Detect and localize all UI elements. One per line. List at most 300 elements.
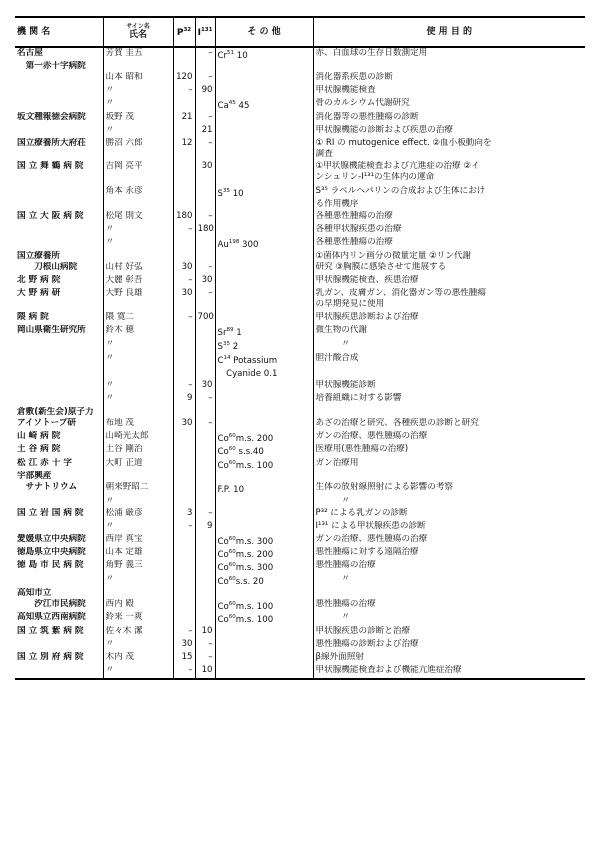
i131-amount-cell <box>195 61 215 72</box>
p32-amount-cell <box>173 431 195 444</box>
p32-amount-cell <box>173 599 195 612</box>
other-isotope-cell <box>215 251 313 262</box>
i131-amount-cell: – <box>195 508 215 521</box>
person-cell: 山本 定雄 <box>103 547 173 560</box>
p32-amount-cell <box>173 98 195 111</box>
purpose-cell: 〃 <box>313 339 585 353</box>
other-isotope-cell <box>215 471 313 482</box>
person-cell <box>103 172 173 186</box>
purpose-cell: 悪性腫瘍に対する遠隔治療 <box>313 547 585 560</box>
other-isotope-cell: Au$^{198}$ 300 <box>215 237 313 251</box>
p32-amount-cell <box>173 125 195 138</box>
other-isotope-cell: Cr$^{51}$ 10 <box>215 47 313 61</box>
header-signature: サイン名 <box>126 23 150 31</box>
other-isotope-cell: Co$^{60}$m.s. 100 <box>215 599 313 612</box>
person-cell: 〃 <box>103 639 173 652</box>
table-row <box>15 138 585 149</box>
p32-amount-cell <box>173 47 195 61</box>
other-isotope-cell: Ca$^{45}$ 45 <box>215 98 313 111</box>
p32-amount-cell <box>173 612 195 625</box>
other-isotope-cell <box>215 652 313 665</box>
purpose-cell: 各種悪性腫瘍の治療 <box>313 211 585 224</box>
institution-cell: 名古屋 <box>17 48 43 58</box>
header-institution: 機 関 名 <box>15 17 103 47</box>
p32-amount-cell <box>173 444 195 457</box>
header-purpose: 使 用 目 的 <box>313 17 585 47</box>
person-cell: 角野 義三 <box>103 560 173 573</box>
institution-cell <box>15 186 103 199</box>
person-cell <box>103 251 173 262</box>
p32-amount-cell <box>173 471 195 482</box>
other-isotope-cell <box>215 393 313 407</box>
purpose-cell: る作用機序 <box>313 199 585 211</box>
person-cell: 西内 殿 <box>103 599 173 612</box>
table-row <box>15 418 585 431</box>
i131-amount-cell <box>195 98 215 111</box>
institution-cell: 大 野 病 研 <box>17 288 61 299</box>
table-row <box>15 237 585 251</box>
purpose-cell: 各種甲状腺疾患の治療 <box>313 224 585 237</box>
i131-amount-cell: – <box>195 288 215 299</box>
person-cell <box>103 407 173 418</box>
other-isotope-cell: Co$^{60}$m.s. 300 <box>215 534 313 547</box>
table-row <box>15 652 585 665</box>
purpose-cell: ガンの治療、悪性腫瘍の治療 <box>313 534 585 547</box>
table-row <box>15 112 585 125</box>
other-isotope-cell <box>215 407 313 418</box>
purpose-cell: 胆汁酸合成 <box>313 353 585 366</box>
other-isotope-cell <box>215 85 313 98</box>
institution-cell <box>15 172 103 186</box>
other-isotope-cell <box>215 211 313 224</box>
i131-amount-cell <box>195 482 215 495</box>
purpose-cell <box>313 366 585 379</box>
purpose-cell: 赤、白血球の生存日数測定用 <box>313 47 585 61</box>
person-cell: 〃 <box>103 496 173 508</box>
person-cell: 角本 永彦 <box>103 186 173 199</box>
other-isotope-cell: $S^{35}$ 10 <box>215 186 313 199</box>
p32-amount-cell: – <box>173 521 195 534</box>
table-row <box>15 547 585 560</box>
person-cell: 木内 茂 <box>103 652 173 665</box>
table-row <box>15 47 585 61</box>
person-cell: 〃 <box>103 85 173 98</box>
purpose-cell: 甲状腺機能検査 <box>313 85 585 98</box>
person-cell: 布地 茂 <box>103 418 173 431</box>
table-row <box>15 224 585 237</box>
i131-amount-cell: 10 <box>195 626 215 639</box>
other-isotope-cell <box>215 61 313 72</box>
p32-amount-cell <box>173 199 195 211</box>
i131-amount-cell: – <box>195 639 215 652</box>
other-isotope-cell <box>215 172 313 186</box>
institution-cell <box>15 380 103 393</box>
purpose-cell <box>313 471 585 482</box>
other-isotope-cell <box>215 262 313 275</box>
i131-amount-cell: 10 <box>195 665 215 679</box>
person-cell: 〃 <box>103 665 173 679</box>
other-isotope-cell <box>215 588 313 599</box>
purpose-cell: 〃 <box>313 574 585 588</box>
institution-cell <box>15 224 103 237</box>
i131-amount-cell <box>195 431 215 444</box>
person-cell: 〃 <box>103 574 173 588</box>
purpose-cell: 乳ガン、皮膚ガン、消化器ガン等の悪性腫瘍 <box>313 288 585 299</box>
i131-amount-cell: 9 <box>195 521 215 534</box>
p32-amount-cell <box>173 172 195 186</box>
i131-amount-cell: 180 <box>195 224 215 237</box>
header-person-label: 氏名 <box>128 30 147 41</box>
person-cell: 松尾 則文 <box>103 211 173 224</box>
institution-cell <box>15 496 103 508</box>
header-p32: $P^{32}$ <box>173 17 195 47</box>
table-row <box>15 199 585 211</box>
purpose-cell: β線外面照射 <box>313 652 585 665</box>
person-cell: 松浦 厳彦 <box>103 508 173 521</box>
institution-cell <box>15 125 103 138</box>
purpose-cell: 甲状腺疾患診断および治療 <box>313 312 585 325</box>
p32-amount-cell: – <box>173 380 195 393</box>
institution-cell <box>15 366 103 379</box>
other-isotope-cell <box>215 496 313 508</box>
purpose-cell: 医療用(悪性腫瘍の治療) <box>313 444 585 457</box>
table-row <box>15 665 585 679</box>
table-row <box>15 393 585 407</box>
institution-cell: 山 崎 病 院 <box>17 430 61 441</box>
person-cell: 隈 寛二 <box>103 312 173 325</box>
purpose-cell: 生体の放射線照射による影響の考察 <box>313 482 585 495</box>
table-row <box>15 626 585 639</box>
i131-amount-cell <box>195 588 215 599</box>
i131-amount-cell: – <box>195 47 215 61</box>
other-isotope-cell <box>215 275 313 288</box>
other-isotope-cell: Co$^{60}$m.s. 200 <box>215 431 313 444</box>
institution-cell <box>15 98 103 111</box>
i131-amount-cell <box>195 251 215 262</box>
i131-amount-cell <box>195 560 215 573</box>
other-isotope-cell <box>215 418 313 431</box>
table-row <box>15 262 585 275</box>
purpose-cell: 〃 <box>313 496 585 508</box>
table-row <box>15 61 585 72</box>
purpose-cell <box>313 588 585 599</box>
p32-amount-cell: 30 <box>173 288 195 299</box>
table-row <box>15 639 585 652</box>
p32-amount-cell <box>173 366 195 379</box>
institution-cell <box>15 299 103 312</box>
p32-amount-cell: 120 <box>173 72 195 85</box>
p32-amount-cell: 21 <box>173 112 195 125</box>
person-cell: 鈴来 一爽 <box>103 612 173 625</box>
person-cell: 山本 昭和 <box>103 72 173 85</box>
other-isotope-cell <box>215 626 313 639</box>
other-isotope-cell: $C^{14}$ Potassium <box>215 353 313 366</box>
table-row <box>15 508 585 521</box>
p32-amount-cell <box>173 560 195 573</box>
person-cell: 芳賀 圭五 <box>103 47 173 61</box>
institution-cell: 隈 病 院 <box>17 312 49 323</box>
institution-cell <box>15 521 103 534</box>
table-row <box>15 339 585 353</box>
institution-cell: 愛媛県立中央病院 <box>17 533 86 544</box>
i131-amount-cell <box>195 599 215 612</box>
i131-amount-cell <box>195 172 215 186</box>
purpose-cell: I¹³¹ による甲状腺疾患の診断 <box>313 521 585 534</box>
institution-cell <box>15 353 103 366</box>
table-row <box>15 125 585 138</box>
table-row <box>15 161 585 172</box>
person-cell: 朝来野昭二 <box>103 482 173 495</box>
table-row <box>15 431 585 444</box>
other-isotope-cell <box>215 161 313 172</box>
i131-amount-cell <box>195 353 215 366</box>
i131-amount-cell: – <box>195 262 215 275</box>
institution-cell: 松 江 赤 十 字 <box>17 457 72 468</box>
p32-amount-cell: – <box>173 626 195 639</box>
i131-amount-cell <box>195 444 215 457</box>
p32-amount-cell <box>173 574 195 588</box>
other-isotope-cell: Co$^{60}$m.s. 100 <box>215 458 313 471</box>
table-row <box>15 560 585 573</box>
i131-amount-cell <box>195 534 215 547</box>
i131-amount-cell <box>195 471 215 482</box>
institution-cell: 徳島県立中央病院 <box>17 546 86 557</box>
table-row <box>15 325 585 338</box>
p32-amount-cell <box>173 407 195 418</box>
institution-cell <box>15 639 103 652</box>
p32-amount-cell: – <box>173 665 195 679</box>
purpose-cell: 甲状腺疾患の診断と治療 <box>313 626 585 639</box>
other-isotope-cell: Co$^{60}$m.s. 300 <box>215 560 313 573</box>
table-row <box>15 599 585 612</box>
i131-amount-cell: – <box>195 211 215 224</box>
p32-amount-cell: 180 <box>173 211 195 224</box>
i131-amount-cell <box>195 339 215 353</box>
purpose-cell: ガン治療用 <box>313 458 585 471</box>
purpose-cell: ンシュリン-I¹³¹の生体内の運命 <box>313 172 585 186</box>
usage-table <box>15 16 585 680</box>
table-row <box>15 612 585 625</box>
p32-amount-cell <box>173 61 195 72</box>
other-isotope-cell <box>215 199 313 211</box>
person-cell: 土谷 剛治 <box>103 444 173 457</box>
purpose-cell: 研究 ③胸膜に感染させて進展する <box>313 262 585 275</box>
person-cell: 大野 良雄 <box>103 288 173 299</box>
table-row <box>15 288 585 299</box>
person-cell: 吉岡 亮平 <box>103 161 173 172</box>
table-row <box>15 186 585 199</box>
radioisotope-usage-table-page <box>15 16 585 680</box>
i131-amount-cell <box>195 299 215 312</box>
i131-amount-cell <box>195 574 215 588</box>
header-i131: $I^{131}$ <box>195 17 215 47</box>
institution-cell <box>15 574 103 588</box>
table-row <box>15 98 585 111</box>
i131-amount-cell: 30 <box>195 380 215 393</box>
i131-amount-cell <box>195 325 215 338</box>
p32-amount-cell <box>173 186 195 199</box>
table-row <box>15 149 585 161</box>
purpose-cell: 消化器系疾患の診断 <box>313 72 585 85</box>
i131-amount-cell <box>195 407 215 418</box>
table-row <box>15 275 585 288</box>
person-cell: 〃 <box>103 125 173 138</box>
table-row <box>15 458 585 471</box>
institution-cell <box>15 199 103 211</box>
other-isotope-cell: Co$^{60}$s.s. 20 <box>215 574 313 588</box>
purpose-cell: ①甲状腺機能検査および亢進症の治療 ②イ <box>313 161 585 172</box>
p32-amount-cell: – <box>173 85 195 98</box>
other-isotope-cell: F.P. 10 <box>215 482 313 495</box>
p32-amount-cell <box>173 547 195 560</box>
institution-cell: 宇部興産 <box>17 471 52 482</box>
other-isotope-cell <box>215 665 313 679</box>
i131-amount-cell: – <box>195 393 215 407</box>
institution-cell: アイソトープ研 <box>17 417 76 428</box>
person-cell: 〃 <box>103 339 173 353</box>
institution-cell: 岡山県衛生研究所 <box>17 325 86 336</box>
table-row <box>15 482 585 495</box>
institution-cell: 刀根山病院 <box>17 262 78 273</box>
purpose-cell <box>313 61 585 72</box>
table-row <box>15 534 585 547</box>
person-cell: 佐々木 潔 <box>103 626 173 639</box>
i131-amount-cell: 30 <box>195 275 215 288</box>
p32-amount-cell <box>173 482 195 495</box>
institution-cell: 国 立 別 府 病 院 <box>17 651 84 662</box>
other-isotope-cell: Co$^{60}$m.s. 200 <box>215 547 313 560</box>
i131-amount-cell: – <box>195 418 215 431</box>
p32-amount-cell <box>173 458 195 471</box>
table-row <box>15 496 585 508</box>
table-row <box>15 299 585 312</box>
p32-amount-cell: – <box>173 224 195 237</box>
table-row <box>15 72 585 85</box>
other-isotope-cell <box>215 149 313 161</box>
institution-cell <box>15 72 103 85</box>
person-cell: 〃 <box>103 521 173 534</box>
table-row <box>15 251 585 262</box>
p32-amount-cell <box>173 149 195 161</box>
purpose-cell: ① RI の mutogenice effect. ②血小板動向を <box>313 138 585 149</box>
purpose-cell: ガンの治療、悪性腫瘍の治療 <box>313 431 585 444</box>
institution-cell: 徳 島 市 民 病 院 <box>17 560 84 571</box>
purpose-cell: P³² による乳ガンの診断 <box>313 508 585 521</box>
purpose-cell: S³⁵ ラベルヘパリンの合成および生体におけ <box>313 186 585 199</box>
other-isotope-cell <box>215 288 313 299</box>
institution-cell: 高知県立西南病院 <box>17 612 86 623</box>
i131-amount-cell: 700 <box>195 312 215 325</box>
purpose-cell: 調査 <box>313 149 585 161</box>
institution-cell: 国 立 岩 国 病 院 <box>17 507 84 518</box>
person-cell: 〃 <box>103 237 173 251</box>
other-isotope-cell: Co$^{60}$m.s. 100 <box>215 612 313 625</box>
institution-cell <box>15 339 103 353</box>
p32-amount-cell: – <box>173 275 195 288</box>
p32-amount-cell: 12 <box>173 138 195 149</box>
p32-amount-cell <box>173 339 195 353</box>
person-cell <box>103 471 173 482</box>
institution-cell: 北 野 病 院 <box>17 275 61 286</box>
i131-amount-cell: 90 <box>195 85 215 98</box>
table-row <box>15 85 585 98</box>
person-cell: 鈴木 穂 <box>103 325 173 338</box>
institution-cell: 国 立 舞 鶴 病 院 <box>17 160 84 171</box>
p32-amount-cell <box>173 353 195 366</box>
p32-amount-cell: – <box>173 312 195 325</box>
institution-cell <box>15 665 103 679</box>
table-row <box>15 407 585 418</box>
purpose-cell: 甲状腺機能検査、疾患治療 <box>313 275 585 288</box>
person-cell: 山村 好弘 <box>103 262 173 275</box>
p32-amount-cell <box>173 237 195 251</box>
purpose-cell: 微生物の代謝 <box>313 325 585 338</box>
p32-amount-cell: 9 <box>173 393 195 407</box>
person-cell: 〃 <box>103 353 173 366</box>
person-cell: 西岸 真宝 <box>103 534 173 547</box>
person-cell <box>103 61 173 72</box>
purpose-cell <box>313 407 585 418</box>
purpose-cell: の早期発見に使用 <box>313 299 585 312</box>
p32-amount-cell <box>173 325 195 338</box>
i131-amount-cell: 30 <box>195 161 215 172</box>
p32-amount-cell <box>173 496 195 508</box>
institution-cell <box>15 393 103 407</box>
i131-amount-cell: – <box>195 652 215 665</box>
i131-amount-cell <box>195 547 215 560</box>
institution-cell <box>15 149 103 161</box>
table-row <box>15 574 585 588</box>
i131-amount-cell <box>195 366 215 379</box>
purpose-cell: 悪性腫瘍の治療 <box>313 560 585 573</box>
person-cell: 坂野 茂 <box>103 112 173 125</box>
table-row <box>15 444 585 457</box>
institution-cell <box>15 85 103 98</box>
purpose-cell: 培養組織に対する影響 <box>313 393 585 407</box>
other-isotope-cell <box>215 72 313 85</box>
institution-cell: 土 谷 病 院 <box>17 444 61 455</box>
person-cell: 大町 正道 <box>103 458 173 471</box>
p32-amount-cell <box>173 534 195 547</box>
person-cell <box>103 149 173 161</box>
table-row <box>15 380 585 393</box>
person-cell: 〃 <box>103 380 173 393</box>
person-cell: 〃 <box>103 393 173 407</box>
other-isotope-cell <box>215 224 313 237</box>
institution-cell: 高知市立 <box>17 587 52 598</box>
i131-amount-cell <box>195 199 215 211</box>
table-row <box>15 353 585 366</box>
purpose-cell: あざの治療と研究、各種疾患の診断と研究 <box>313 418 585 431</box>
i131-amount-cell: – <box>195 72 215 85</box>
institution-cell: サナトリウム <box>17 482 78 493</box>
institution-cell: 国立療養所 <box>17 251 60 262</box>
i131-amount-cell: 21 <box>195 125 215 138</box>
other-isotope-cell: Co$^{60}$ s.s.40 <box>215 444 313 457</box>
person-cell <box>103 366 173 379</box>
person-cell <box>103 299 173 312</box>
other-isotope-cell <box>215 112 313 125</box>
purpose-cell: 甲状腺機能の診断および疾患の治療 <box>313 125 585 138</box>
p32-amount-cell <box>173 588 195 599</box>
purpose-cell: 甲状腺機能検査および機能亢進症治療 <box>313 665 585 679</box>
other-isotope-cell <box>215 125 313 138</box>
header-row <box>15 17 585 47</box>
institution-cell: 国 立 筑 紫 病 院 <box>17 625 84 636</box>
institution-cell: 国 立 大 阪 病 院 <box>17 211 84 222</box>
table-row <box>15 521 585 534</box>
institution-cell: 坂文種報徳会病院 <box>17 111 86 122</box>
